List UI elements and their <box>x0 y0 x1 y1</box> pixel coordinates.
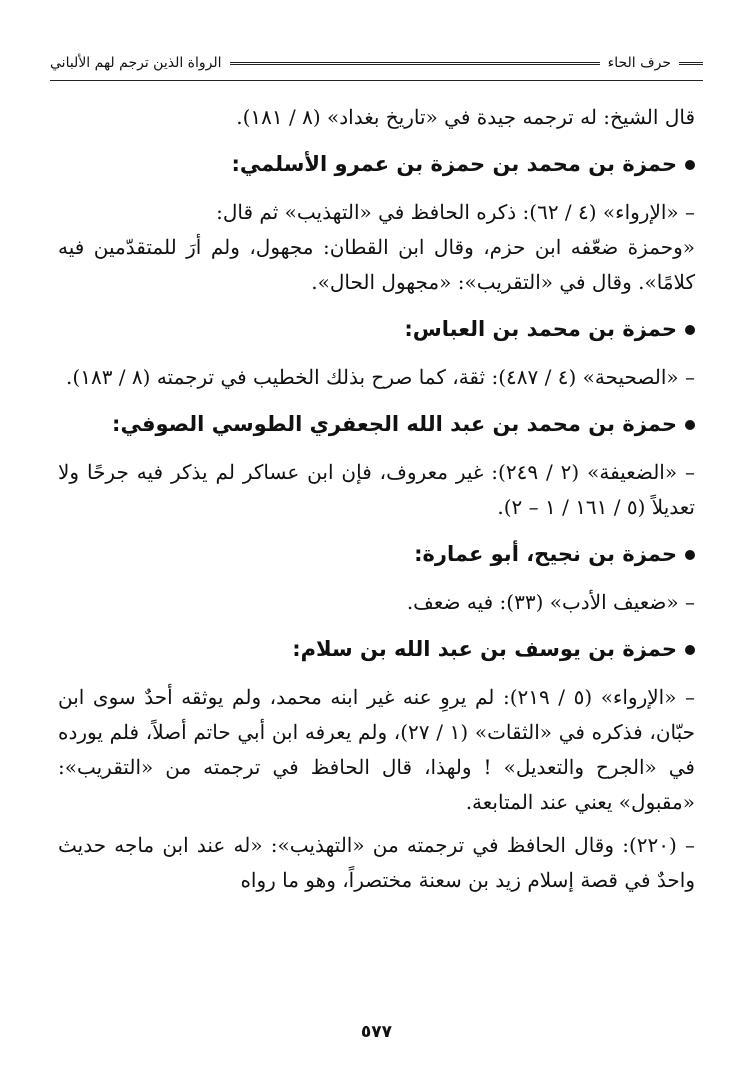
header-rule-right <box>679 62 703 65</box>
entry <box>58 634 695 898</box>
bullet-icon <box>685 550 695 560</box>
page-number: ٥٧٧ <box>360 1022 393 1042</box>
entry <box>58 314 695 395</box>
entry-title: حمزة بن نجيح، أبو عمارة: <box>58 539 695 569</box>
header-section: حرف الحاء <box>607 55 671 71</box>
entry-text: – «ضعيف الأدب» (٣٣): فيه ضعف. <box>406 590 695 614</box>
bullet-icon <box>685 325 695 335</box>
entry-text: – (٢٢٠): وقال الحافظ في ترجمته من «التهذيب»: «له عند ابن ماجه حديث واحدٌ في قصة إسلام زيد بن سعنة مختصراً، وهو ما رواه <box>58 833 695 892</box>
entry <box>58 149 695 300</box>
running-header <box>50 48 703 78</box>
entry-title: حمزة بن يوسف بن عبد الله بن سلام: <box>58 634 695 664</box>
bullet-icon <box>685 645 695 655</box>
header-rule-middle <box>230 62 600 65</box>
bullet-icon <box>685 160 695 170</box>
entry-text: – «الصحيحة» (٤ / ٤٨٧): ثقة، كما صرح بذلك الخطيب في ترجمته (٨ / ١٨٣). <box>66 365 695 389</box>
entry-title: حمزة بن محمد بن العباس: <box>58 314 695 344</box>
bullet-icon <box>685 420 695 430</box>
header-book-title: الرواة الذين ترجم لهم الألباني <box>50 55 222 71</box>
header-underline <box>50 80 703 81</box>
entry-text: «وحمزة ضعّفه ابن حزم، وقال ابن القطان: مجهول، ولم أرَ للمتقدّمين فيه كلامًا». وقال في «التقريب»: «مجهول الحال». <box>58 235 695 294</box>
entry <box>58 409 695 525</box>
entry-title: حمزة بن محمد بن حمزة بن عمرو الأسلمي: <box>58 149 695 179</box>
entry-text: – «الإرواء» (٤ / ٦٢): ذكره الحافظ في «التهذيب» ثم قال: <box>216 200 695 224</box>
entry-text: – «الضعيفة» (٢ / ٢٤٩): غير معروف، فإن ابن عساكر لم يذكر فيه جرحًا ولا تعديلاً (٥ / ١٦١ / ١ – ٢). <box>58 460 696 519</box>
entry <box>58 539 695 620</box>
entry-title: حمزة بن محمد بن عبد الله الجعفري الطوسي الصوفي: <box>58 409 695 439</box>
entry-text: – «الإرواء» (٥ / ٢١٩): لم يروِ عنه غير ابنه محمد، ولم يوثقه أحدٌ سوى ابن حبّان، فذكره في «الثقات» (١ / ٢٧)، ولم يعرفه ابن أبي حاتم أصلاً، فلم يورده في «الجرح والتعديل» ! ولهذا، قال الحافظ في ترجمته من «التقريب»: «مقبول» يعني عند المتابعة. <box>58 685 695 814</box>
intro-line: قال الشيخ: له ترجمه جيدة في «تاريخ بغداد» (٨ / ١٨١). <box>236 105 695 129</box>
page-body <box>58 100 695 898</box>
